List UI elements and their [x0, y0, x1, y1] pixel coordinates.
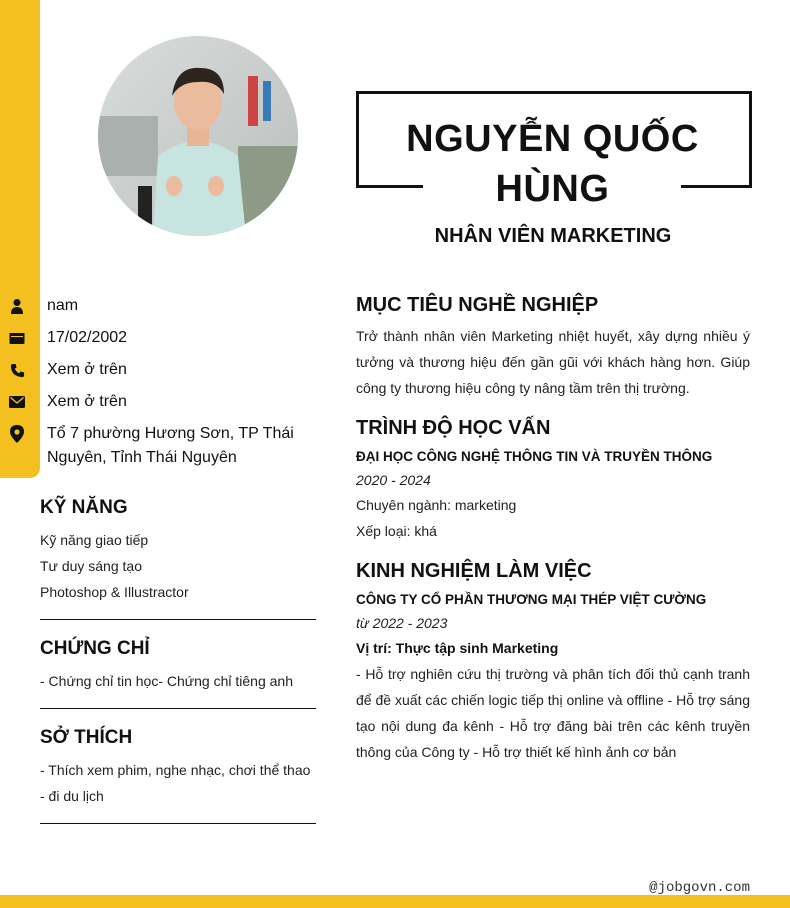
hobbies-section — [40, 727, 316, 809]
school-name: ĐẠI HỌC CÔNG NGHỆ THÔNG TIN VÀ TRUYỀN THÔNG — [356, 449, 713, 464]
section-title: TRÌNH ĐỘ HỌC VẤN — [356, 417, 551, 439]
section-title: KINH NGHIỆM LÀM VIỆC — [356, 560, 592, 582]
mail-icon — [8, 393, 26, 411]
contact-item-phone — [0, 358, 330, 382]
section-title: CHỨNG CHỈ — [40, 638, 150, 659]
full-name: NGUYỄN QUỐC HÙNG — [406, 118, 699, 210]
certificate-text: - Chứng chỉ tin học- Chứng chỉ tiêng anh — [40, 673, 293, 689]
contact-item-gender — [0, 294, 330, 318]
education-rank: Xếp loại: khá — [356, 523, 437, 539]
calendar-icon — [8, 329, 26, 347]
skill-item: Kỹ năng giao tiếp — [40, 532, 149, 548]
profile-photo — [98, 36, 298, 236]
watermark: @jobgovn.com — [649, 880, 750, 896]
contact-item-address — [0, 422, 330, 470]
left-column — [40, 497, 316, 842]
education-section — [356, 417, 750, 544]
divider — [40, 823, 316, 824]
hobbies-text: - Thích xem phim, nghe nhạc, chơi thể thao - đi du lịch — [40, 762, 311, 804]
right-column — [356, 294, 750, 781]
contact-text: Xem ở trên — [47, 393, 127, 410]
section-title: SỞ THÍCH — [40, 727, 133, 748]
education-major: Chuyên ngành: marketing — [356, 497, 517, 513]
skills-section — [40, 497, 316, 605]
divider — [40, 708, 316, 709]
contact-item-email — [0, 390, 330, 414]
contact-item-birthday — [0, 326, 330, 350]
contact-list — [0, 294, 330, 478]
experience-period: từ 2022 - 2023 — [356, 615, 448, 631]
contact-text: 17/02/2002 — [47, 329, 128, 346]
section-title: MỤC TIÊU NGHỀ NGHIỆP — [356, 294, 599, 316]
company-name: CÔNG TY CỔ PHẦN THƯƠNG MẠI THÉP VIỆT CƯỜNG — [356, 592, 707, 607]
contact-text: nam — [47, 297, 79, 314]
skill-item: Photoshop & Illustractor — [40, 584, 189, 600]
certificates-section — [40, 638, 316, 694]
education-period: 2020 - 2024 — [356, 472, 431, 488]
experience-section — [356, 560, 750, 765]
bottom-accent-bar — [0, 895, 790, 908]
divider — [40, 619, 316, 620]
objective-text: Trở thành nhân viên Marketing nhiệt huyết, xây dựng nhiều ý tưởng và thương hiệu đến gần gũi với khách hàng hơn. Giúp công ty thương hiệu công ty nâng tầm trên thị trường. — [356, 328, 750, 396]
contact-text: Xem ở trên — [47, 361, 127, 378]
section-title: KỸ NĂNG — [40, 497, 128, 518]
contact-text: Tổ 7 phường Hương Sơn, TP Thái Nguyên, Tỉnh Thái Nguyên — [47, 425, 294, 466]
experience-description: - Hỗ trợ nghiên cứu thị trường và phân tích đối thủ cạnh tranh để đề xuất các chiến logic tiếp thị online và offline - Hỗ trợ sáng tạo nội dung đa kênh - Hỗ trợ đăng bài trên các kênh truyền thông của Công ty - Hỗ trợ thiết kế hình ảnh cơ bản — [356, 666, 750, 760]
objective-section — [356, 294, 750, 401]
skill-item: Tư duy sáng tạo — [40, 558, 142, 574]
experience-position: Vị trí: Thực tập sinh Marketing — [356, 640, 559, 656]
location-pin-icon — [8, 425, 26, 443]
phone-icon — [8, 361, 26, 379]
job-title: NHÂN VIÊN MARKETING — [434, 225, 672, 247]
person-icon — [8, 297, 26, 315]
